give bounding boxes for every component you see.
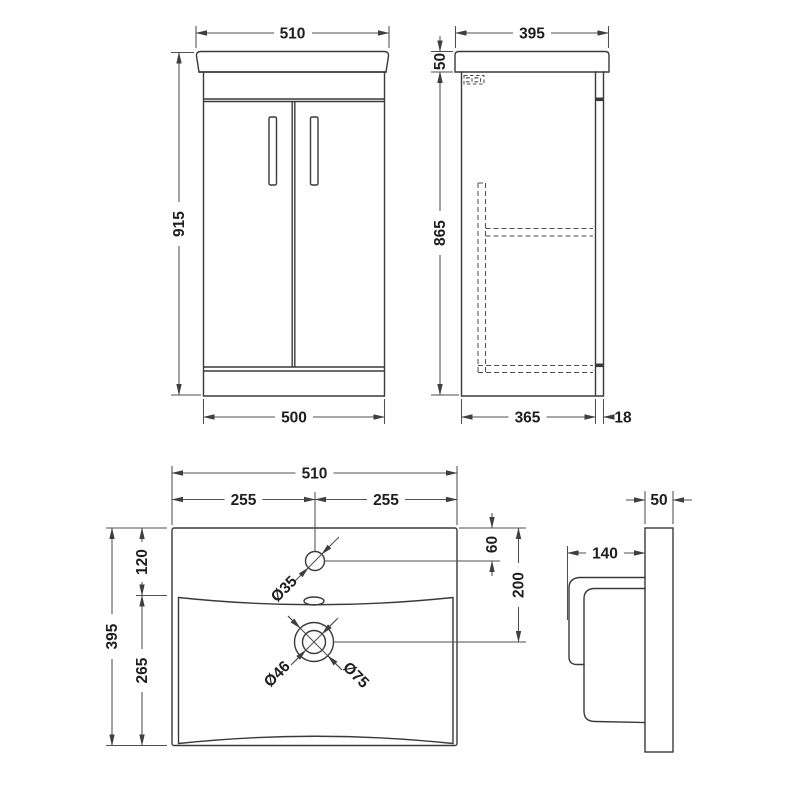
side-door-hinge-bottom [595,364,604,368]
side-dim-carcass-depth [462,399,596,427]
plan-dim-tap-centres [172,491,457,551]
profile-dim-bowl-value: 140 [592,545,618,563]
front-dim-height-value: 915 [171,211,188,237]
plan-waste-inner-arrow-ll [293,650,306,663]
side-shelf-hidden-lines [478,183,593,373]
side-dim-door-thickness [604,399,632,427]
plan-waste-outer-arrow-ul [288,616,300,628]
plan-waste-outer-diameter-label: Ø75 [339,658,373,692]
plan-dim-265-value: 265 [134,657,151,684]
plan-tap-diameter-label: Ø35 [267,572,301,606]
plan-overflow-slot [304,597,324,605]
side-worktop-outline [455,52,609,73]
front-dim-width-top [196,25,389,49]
side-dim-carcass-depth-value: 365 [514,409,541,427]
plan-dim-120-value: 120 [134,549,151,575]
front-view [171,25,390,427]
profile-bowl [584,589,645,723]
plan-bowl-outline [179,598,454,744]
side-dim-depth-top-value: 395 [519,25,545,43]
plan-dim-right-side [325,513,528,642]
plan-tap-leader-arrow-ur [322,537,339,554]
front-dim-width-bottom-value: 500 [281,409,307,427]
front-door-handle-left [269,117,277,185]
plan-dim-60-value: 60 [484,535,501,554]
plan-waste-outer-arrow-lr [328,656,342,670]
front-carcass-outline [199,72,386,396]
plan-waste-inner-diameter-label: Ø46 [260,657,294,691]
profile-dim-bowl-projection [568,545,646,621]
front-dim-height [171,53,202,396]
profile-dim-rim-thickness [626,491,692,524]
profile-back-ledge [569,578,645,665]
basin-profile-view [568,491,693,752]
side-view [431,25,632,427]
plan-waste-inner-arrow-ur [322,620,336,634]
plan-dim-width-value: 510 [301,465,328,483]
plan-tap-leader [268,537,339,606]
side-door-hinge-top [595,98,604,102]
side-dim-carcass-height [431,72,459,395]
plan-waste-leaders [261,616,372,692]
side-fixing-bracket-hidden [464,76,484,85]
plan-dim-255-left-value: 255 [230,492,257,509]
side-carcass-outline [462,72,604,396]
side-dim-carcass-height-value: 865 [432,220,449,246]
plan-dim-200-value: 200 [510,572,528,598]
front-worktop-outline [196,52,388,73]
plan-dim-255-right-value: 255 [373,492,399,509]
plan-dim-395-value: 395 [104,623,121,650]
profile-dim-rim-value: 50 [650,492,668,509]
plan-tap-leader-arrow-ll [295,568,308,581]
plan-dim-left-side [104,528,168,746]
profile-rim-edge [645,528,673,752]
side-dim-worktop-height [431,36,453,87]
basin-plan-view [104,465,528,746]
side-dim-worktop-height-value: 50 [432,52,449,71]
front-dim-width-top-value: 510 [279,25,306,43]
front-door-handle-right [311,117,319,185]
side-dim-door-thickness-value: 18 [614,409,632,427]
side-dim-depth-top [456,25,609,49]
front-dim-width-bottom [204,399,385,427]
plan-tap-leader-chord [308,554,321,567]
